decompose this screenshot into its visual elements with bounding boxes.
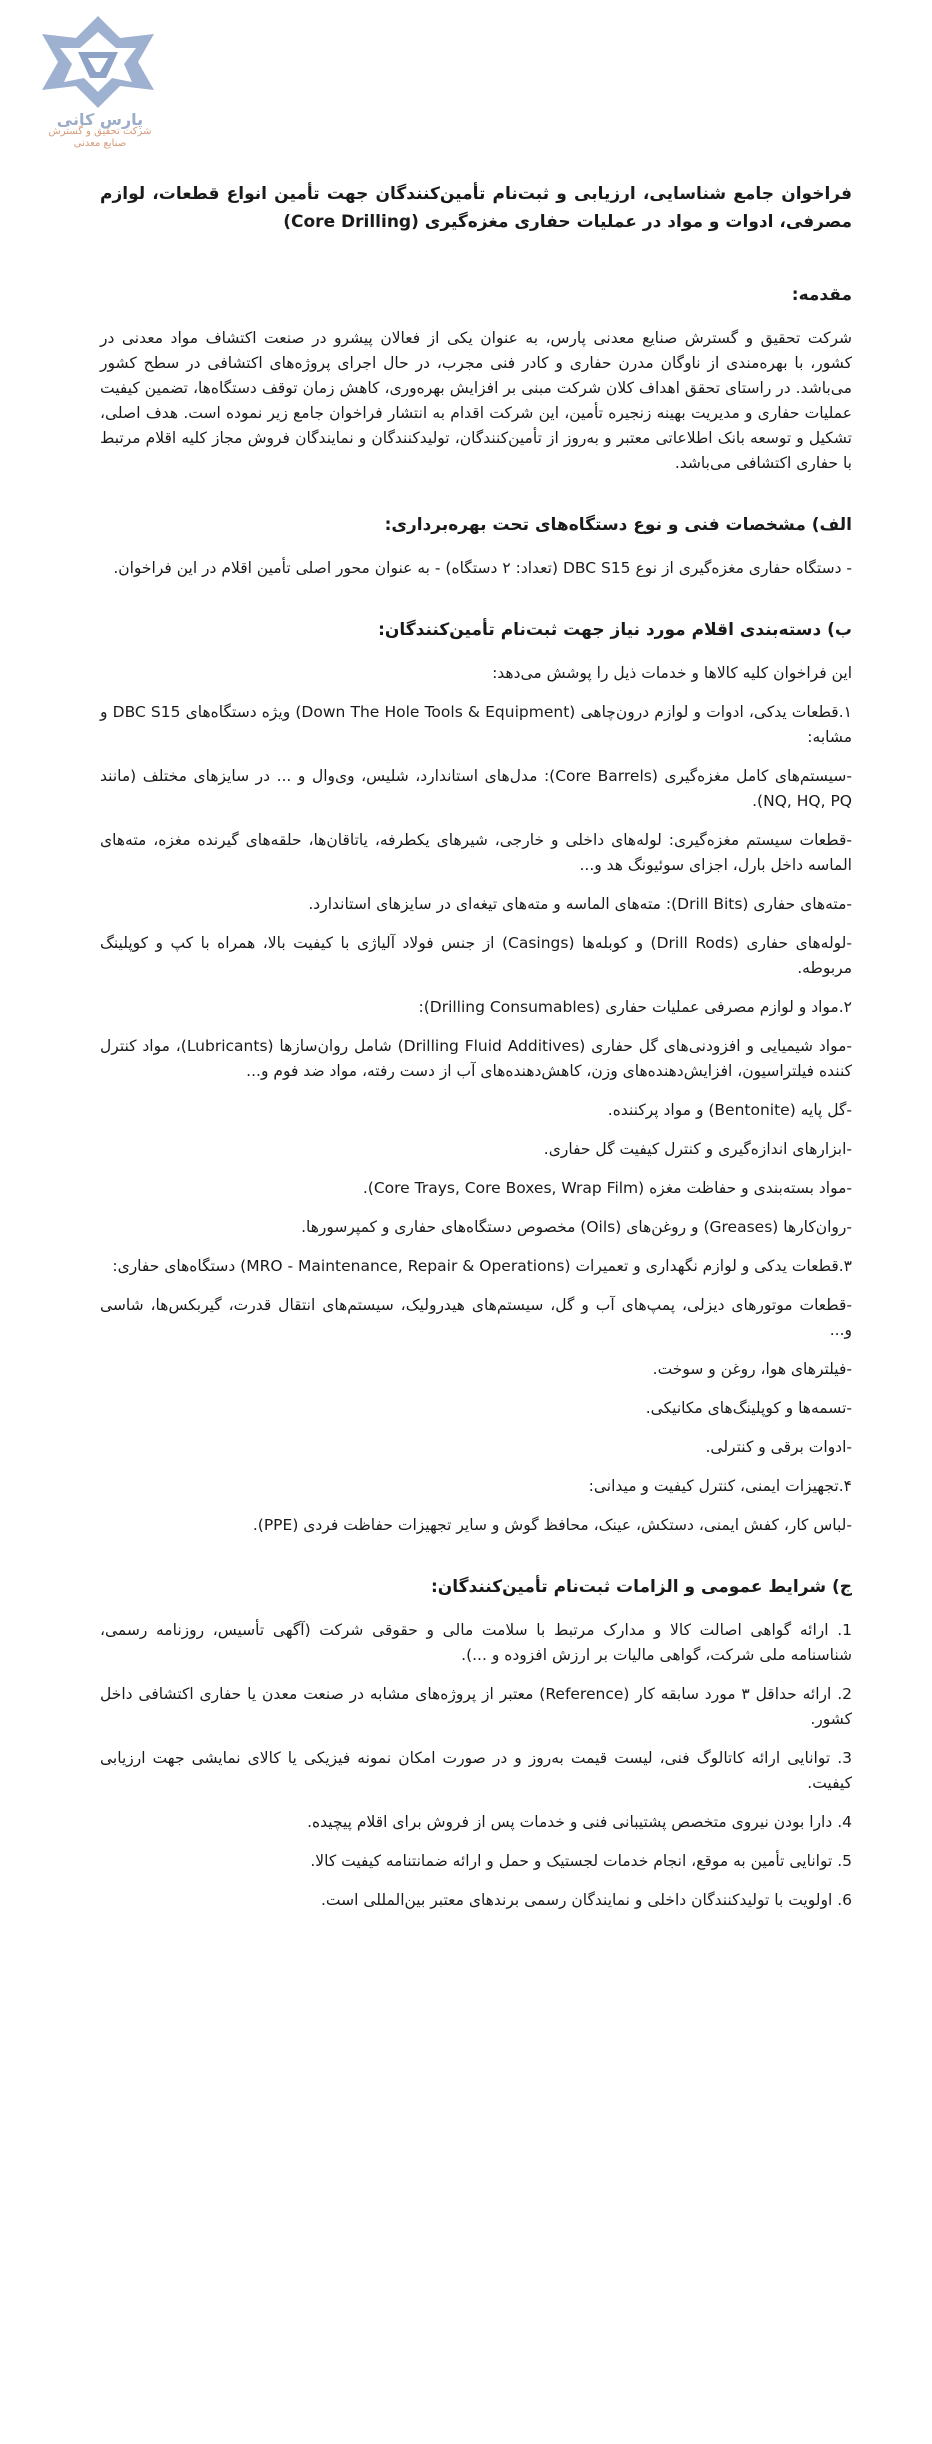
- section-b-item: -لوله‌های حفاری (Drill Rods) و کوبله‌ها (Casings) از جنس فولاد آلیاژی با کیفیت بالا، همراه با کپ و کوپلینگ مربوطه.: [100, 934, 852, 977]
- section-b-item: ۱.قطعات یدکی، ادوات و لوازم درون‌چاهی (Down The Hole Tools & Equipment) ویژه دستگاه‌های DBC S15 و مشابه:: [100, 703, 852, 746]
- logo-subtitle-line2: صنایع معدنی: [73, 138, 127, 149]
- section-b-item: ۳.قطعات یدکی و لوازم نگهداری و تعمیرات (MRO - Maintenance, Repair & Operations) دستگاه‌های حفاری:: [112, 1257, 852, 1275]
- section-b-item: -ابزارهای اندازه‌گیری و کنترل کیفیت گل حفاری.: [543, 1140, 852, 1158]
- intro-paragraph: شرکت تحقیق و گسترش صنایع معدنی پارس، به عنوان یکی از فعالان پیشرو در صنعت اکتشاف مواد معدنی در کشور، با بهره‌مندی از ناوگان مدرن حفاری و کادر فنی مجرب، در حال اجرای پروژه‌های اکتشافی در سطح کشور می‌باشد. در راستای تحقق اهداف کلان شرکت مبنی بر افزایش بهره‌وری، کاهش زمان توقف دستگاه‌ها، تضمین کیفیت عملیات حفاری و مدیریت بهینه زنجیره تأمین، این شرکت اقدام به انتشار فراخوان جامع زیر نموده است. هدف اصلی، تشکیل و توسعه بانک اطلاعاتی معتبر و به‌روز از تأمین‌کنندگان، تولیدکنندگان و نمایندگان فروش مجاز کلیه اقلام مرتبط با حفاری اکتشافی می‌باشد.: [100, 329, 852, 472]
- section-b-item: -روان‌کارها (Greases) و روغن‌های (Oils) مخصوص دستگاه‌های حفاری و کمپرسورها.: [301, 1218, 852, 1236]
- section-c-item: 4. دارا بودن نیروی متخصص پشتیبانی فنی و خدمات پس از فروش برای اقلام پیچیده.: [307, 1813, 852, 1831]
- section-c-heading: ج) شرایط عمومی و الزامات ثبت‌نام تأمین‌کنندگان:: [430, 1577, 852, 1597]
- section-c-item: 1. ارائه گواهی اصالت کالا و مدارک مرتبط با سلامت مالی و حقوقی شرکت (آگهی تأسیس، روزنامه رسمی، شناسنامه ملی شرکت، گواهی مالیات بر ارزش افزوده و ...).: [100, 1621, 852, 1664]
- section-b-item: -مواد بسته‌بندی و حفاظت مغزه (Core Trays, Core Boxes, Wrap Film).: [362, 1179, 852, 1197]
- section-c-item: 5. توانایی تأمین به موقع، انجام خدمات لجستیک و حمل و ارائه ضمانتنامه کیفیت کالا.: [310, 1852, 852, 1870]
- document-body: [100, 180, 852, 1927]
- section-a-heading: الف) مشخصات فنی و نوع دستگاه‌های تحت بهره‌برداری:: [384, 515, 852, 535]
- section-b-item: -سیستم‌های کامل مغزه‌گیری (Core Barrels): مدل‌های استاندارد، شلیس، وی‌وال و ... در سایزهای مختلف (مانند NQ, HQ, PQ).: [100, 767, 852, 810]
- logo-subtitle-line1: شرکت تحقیق و گسترش: [48, 126, 152, 137]
- section-b-intro: این فراخوان کلیه کالاها و خدمات ذیل را پوشش می‌دهد:: [492, 664, 852, 682]
- section-b-item: -فیلترهای هوا، روغن و سوخت.: [652, 1360, 852, 1378]
- section-c-item: 3. توانایی ارائه کاتالوگ فنی، لیست قیمت به‌روز و در صورت امکان نمونه فیزیکی یا کالای نمایشی جهت ارزیابی کیفیت.: [100, 1749, 852, 1792]
- section-c-item: 6. اولویت با تولیدکنندگان داخلی و نمایندگان رسمی برندهای معتبر بین‌المللی است.: [320, 1891, 852, 1909]
- section-b-item: -تسمه‌ها و کوپلینگ‌های مکانیکی.: [645, 1399, 852, 1417]
- section-b-item: -قطعات سیستم مغزه‌گیری: لوله‌های داخلی و خارجی، شیرهای یکطرفه، یاتاقان‌ها، حلقه‌های گیرنده مغزه، مته‌های الماسه داخل بارل، اجزای سوئیونگ هد و...: [100, 831, 852, 874]
- section-c-item: 2. ارائه حداقل ۳ مورد سابقه کار (Reference) معتبر از پروژه‌های مشابه در صنعت معدن یا حفاری اکتشافی داخل کشور.: [100, 1685, 853, 1728]
- section-b-item: -گل پایه (Bentonite) و مواد پرکننده.: [607, 1101, 852, 1119]
- section-b-item: -مواد شیمیایی و افزودنی‌های گل حفاری (Drilling Fluid Additives) شامل روان‌سازها (Lubricants)، مواد کنترل کننده فیلتراسیون، افزایش‌دهنده‌های وزن، کاهش‌دهنده‌های آب از دست رفته، مواد ضد فوم و...: [100, 1037, 852, 1080]
- section-a-paragraph: - دستگاه حفاری مغزه‌گیری از نوع DBC S15 (تعداد: ۲ دستگاه) - به عنوان محور اصلی تأمین اقلام در این فراخوان.: [113, 559, 852, 577]
- logo-emblem-icon: [28, 12, 168, 112]
- intro-heading: مقدمه:: [791, 285, 852, 305]
- section-b-heading: ب) دسته‌بندی اقلام مورد نیاز جهت ثبت‌نام تأمین‌کنندگان:: [378, 620, 852, 640]
- section-b-item: -مته‌های حفاری (Drill Bits): مته‌های الماسه و مته‌های تیغه‌ای در سایزهای استاندارد.: [308, 895, 852, 913]
- section-b-item: ۴.تجهیزات ایمنی، کنترل کیفیت و میدانی:: [588, 1477, 852, 1495]
- logo-brand-name: پارس کانی: [56, 110, 144, 129]
- section-b-item: -ادوات برقی و کنترلی.: [705, 1438, 852, 1456]
- company-logo: [20, 12, 180, 149]
- section-b-item: -قطعات موتورهای دیزلی، پمپ‌های آب و گل، سیستم‌های هیدرولیک، سیستم‌های انتقال قدرت، گیربکس‌ها، شاسی و...: [100, 1296, 852, 1339]
- document-title: فراخوان جامع شناسایی، ارزیابی و ثبت‌نام تأمین‌کنندگان جهت تأمین انواع قطعات، لوازم مصرفی، ادوات و مواد در عملیات حفاری مغزه‌گیری (Core Drilling): [100, 184, 852, 232]
- section-b-item: -لباس کار، کفش ایمنی، دستکش، عینک، محافظ گوش و سایر تجهیزات حفاظت فردی (PPE).: [252, 1516, 852, 1534]
- section-b-item: ۲.مواد و لوازم مصرفی عملیات حفاری (Drilling Consumables):: [418, 998, 852, 1016]
